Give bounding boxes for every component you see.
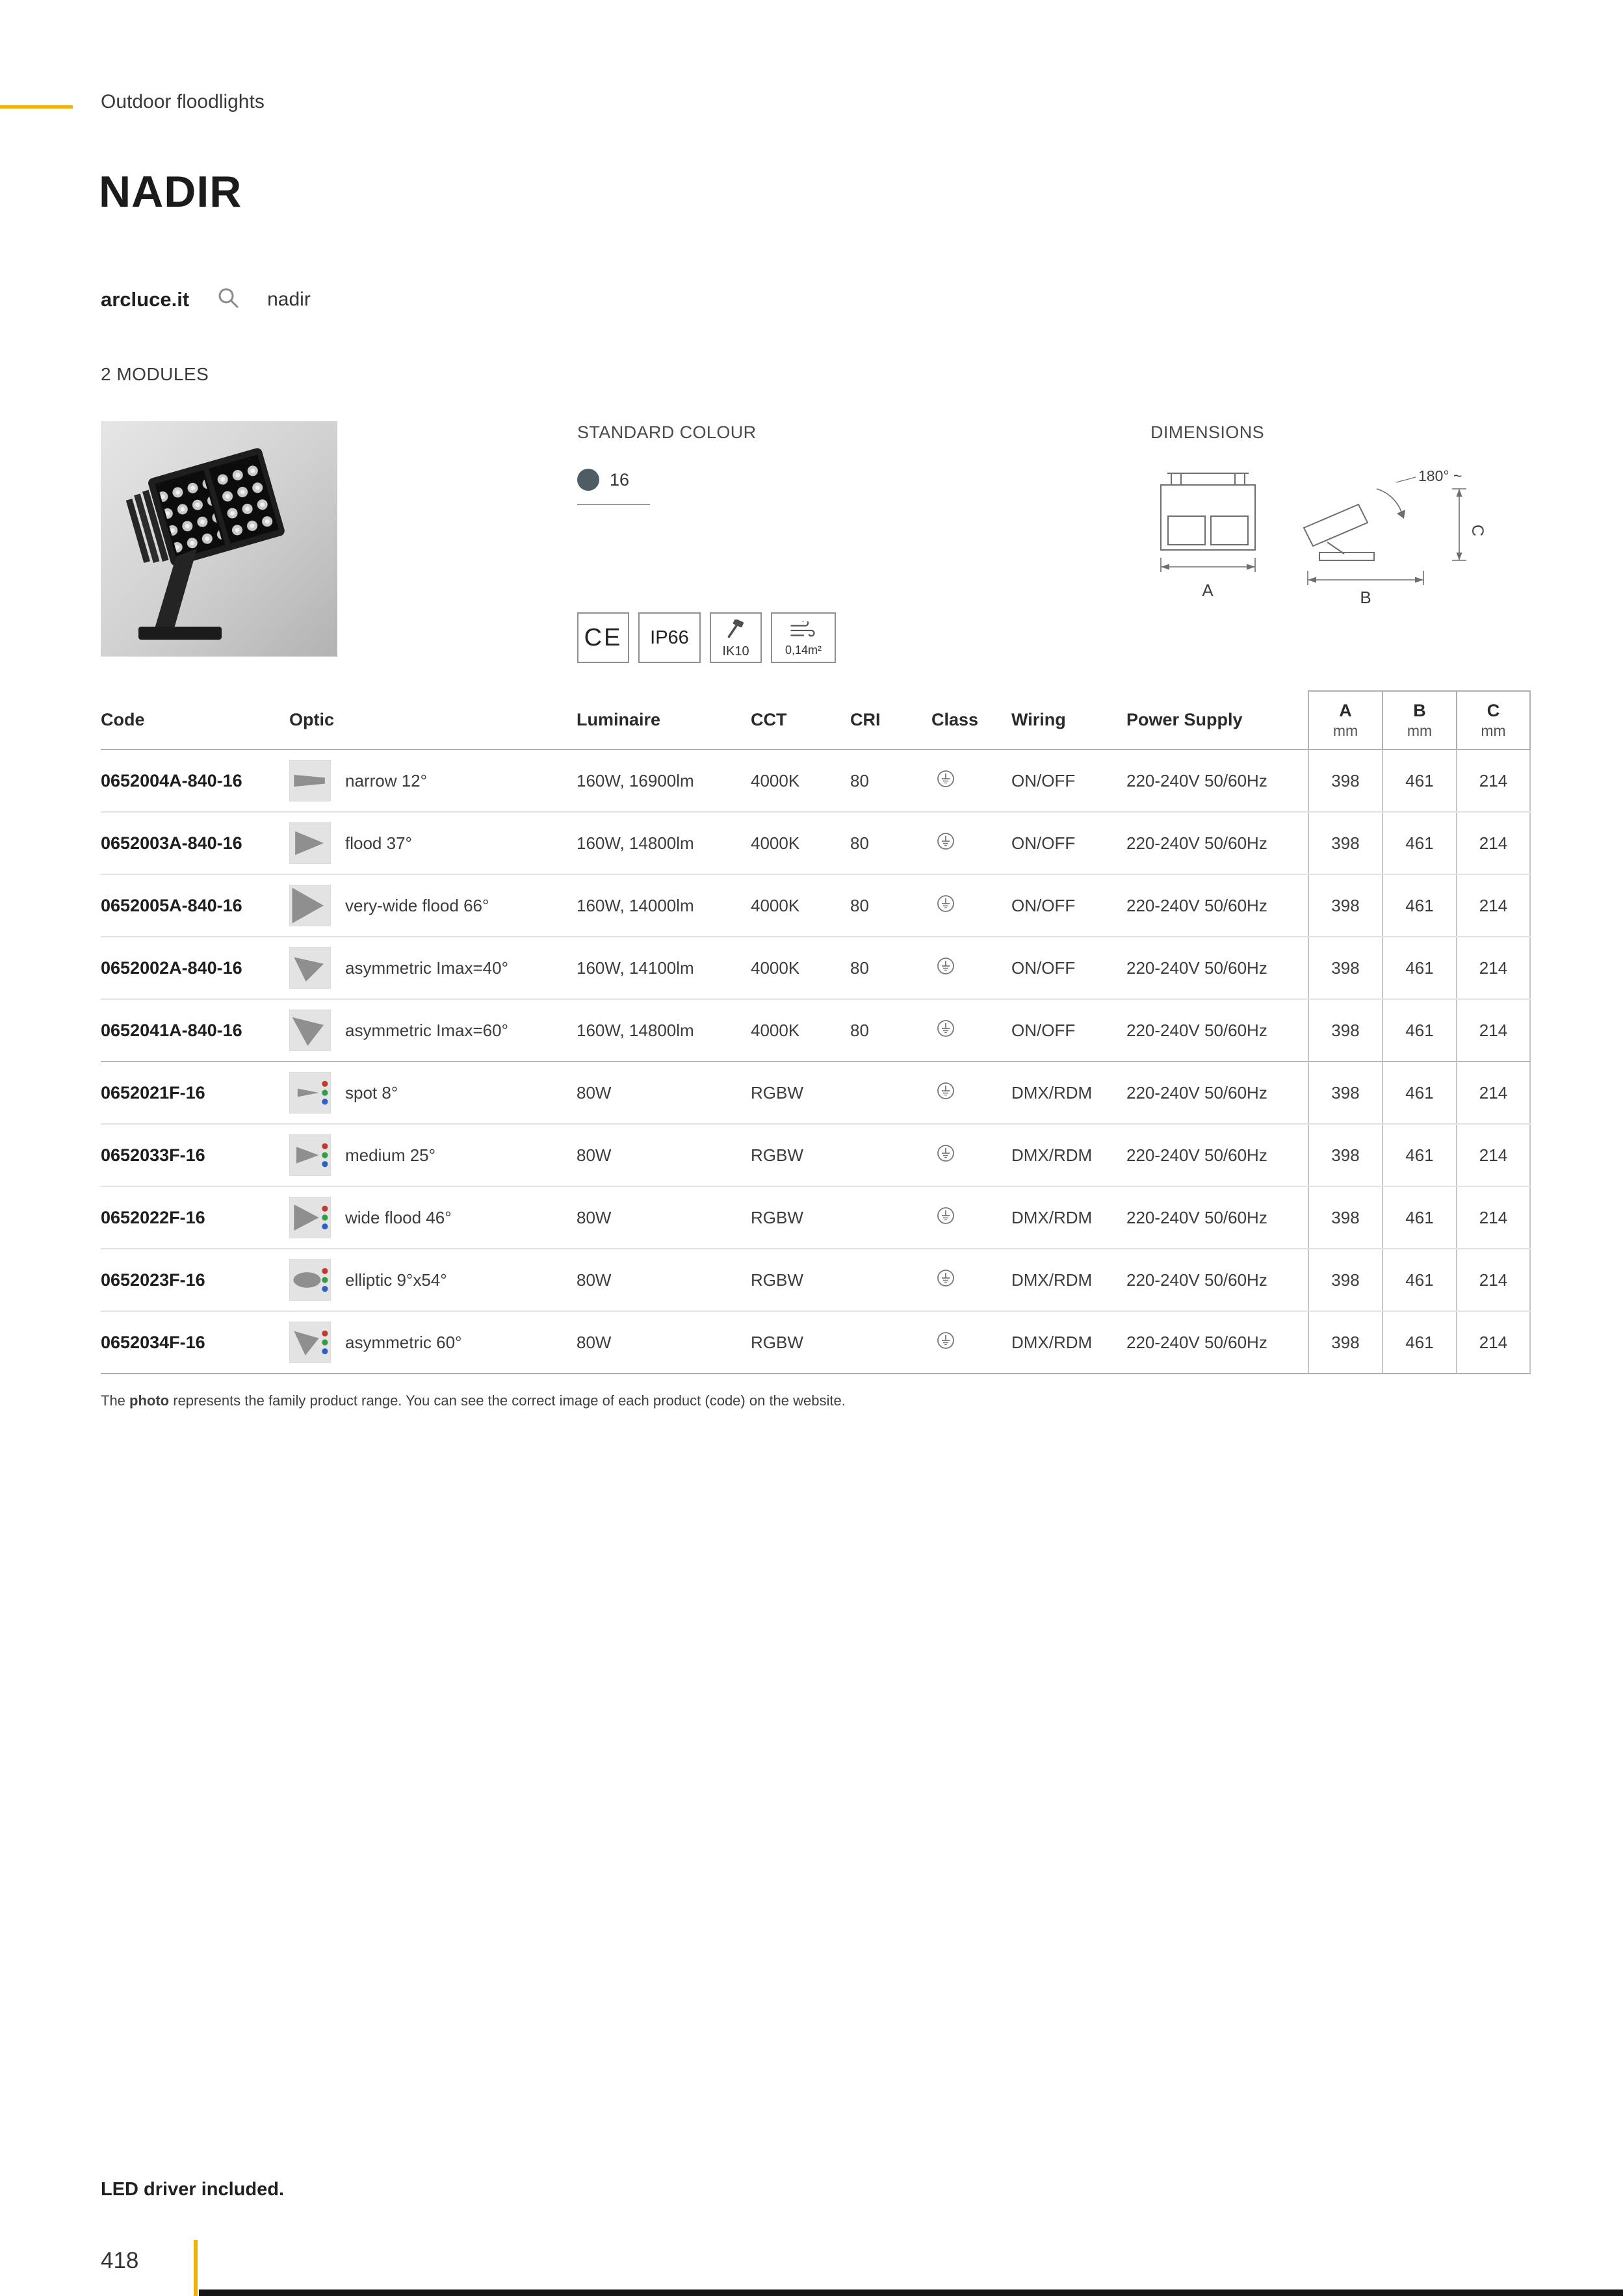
optic-cell	[289, 874, 577, 937]
luminaire-cell: 160W, 14100lm	[577, 937, 751, 999]
dim-c-label: C	[1468, 525, 1487, 537]
dim-c-cell: 214	[1457, 1124, 1530, 1186]
col-cct: CCT	[751, 691, 850, 750]
dim-c-cell: 214	[1457, 1249, 1530, 1311]
standard-colour-block	[577, 423, 757, 505]
dimensions-label: DIMENSIONS	[1150, 423, 1265, 442]
dim-c-cell: 214	[1457, 812, 1530, 874]
footnote: The photo represents the family product range. You can see the correct image of each product (code) on the website.	[101, 1392, 846, 1409]
dim-c-cell: 214	[1457, 1186, 1530, 1249]
page-title: NADIR	[99, 167, 242, 216]
led-driver-note: LED driver included.	[101, 2179, 284, 2200]
cct-cell: RGBW	[751, 1311, 850, 1374]
optic-cell	[289, 1311, 577, 1374]
cri-cell: 80	[850, 937, 931, 999]
cct-cell: RGBW	[751, 1062, 850, 1124]
optic-label: elliptic 9°x54°	[345, 1270, 447, 1290]
table-header-row	[101, 691, 1530, 750]
swatch-row	[577, 469, 650, 505]
wiring-cell: ON/OFF	[1011, 750, 1126, 812]
optic-beam-icon	[289, 1072, 331, 1114]
product-photo	[101, 421, 337, 657]
luminaire-cell: 80W	[577, 1186, 751, 1249]
dim-c-cell: 214	[1457, 1311, 1530, 1374]
class-icon	[937, 957, 955, 975]
hammer-icon	[723, 620, 748, 642]
optic-beam-icon	[289, 822, 331, 864]
optic-label: narrow 12°	[345, 770, 428, 790]
class-cell	[931, 812, 1011, 874]
product-table-wrap	[101, 690, 1531, 1409]
cri-cell: 80	[850, 874, 931, 937]
standard-colour-label: STANDARD COLOUR	[577, 423, 757, 442]
dim-a-cell: 398	[1308, 1311, 1383, 1374]
wiring-cell: DMX/RDM	[1011, 1249, 1126, 1311]
ip-rating-badge	[638, 612, 701, 663]
code-cell: 0652023F-16	[101, 1249, 289, 1311]
dim-a-cell: 398	[1308, 750, 1383, 812]
cct-cell: 4000K	[751, 999, 850, 1062]
cct-cell: RGBW	[751, 1249, 850, 1311]
optic-cell	[289, 1249, 577, 1311]
table-row	[101, 999, 1530, 1062]
luminaire-cell: 160W, 14800lm	[577, 812, 751, 874]
luminaire-cell: 80W	[577, 1311, 751, 1374]
search-icon	[216, 286, 240, 313]
front-view-drawing	[1148, 463, 1268, 622]
wiring-cell: DMX/RDM	[1011, 1186, 1126, 1249]
dim-a-cell: 398	[1308, 1186, 1383, 1249]
dim-a-cell: 398	[1308, 874, 1383, 937]
cri-cell	[850, 1186, 931, 1249]
dim-c-cell: 214	[1457, 999, 1530, 1062]
cct-cell: RGBW	[751, 1186, 850, 1249]
brand-row	[101, 286, 311, 313]
class-cell	[931, 1311, 1011, 1374]
table-row	[101, 1062, 1530, 1124]
wiring-cell: DMX/RDM	[1011, 1311, 1126, 1374]
colour-swatch	[577, 469, 599, 491]
code-cell: 0652041A-840-16	[101, 999, 289, 1062]
luminaire-cell: 80W	[577, 1124, 751, 1186]
cri-cell	[850, 1124, 931, 1186]
dim-b-cell: 461	[1383, 750, 1457, 812]
col-b: B mm	[1383, 691, 1457, 750]
optic-label: spot 8°	[345, 1082, 398, 1102]
dim-b-cell: 461	[1383, 1311, 1457, 1374]
class-cell	[931, 874, 1011, 937]
class-icon	[937, 1019, 955, 1037]
dim-a-label: A	[1202, 581, 1214, 600]
wiring-cell: ON/OFF	[1011, 812, 1126, 874]
section-modules: 2 MODULES	[101, 364, 209, 384]
power-cell: 220-240V 50/60Hz	[1126, 1311, 1308, 1374]
cct-cell: 4000K	[751, 750, 850, 812]
page-edge-bar	[199, 2289, 1623, 2296]
power-cell: 220-240V 50/60Hz	[1126, 999, 1308, 1062]
col-luminaire: Luminaire	[577, 691, 751, 750]
power-cell: 220-240V 50/60Hz	[1126, 812, 1308, 874]
optic-cell	[289, 1062, 577, 1124]
luminaire-cell: 80W	[577, 1062, 751, 1124]
class-icon	[937, 1331, 955, 1350]
dim-a-cell: 398	[1308, 1249, 1383, 1311]
brand-name: arcluce.it	[101, 287, 190, 311]
power-cell: 220-240V 50/60Hz	[1126, 750, 1308, 812]
power-cell: 220-240V 50/60Hz	[1126, 1124, 1308, 1186]
optic-beam-icon	[289, 947, 331, 989]
page-number: 418	[101, 2248, 139, 2273]
wiring-cell: ON/OFF	[1011, 937, 1126, 999]
class-cell	[931, 937, 1011, 999]
class-icon	[937, 832, 955, 850]
dim-b-cell: 461	[1383, 812, 1457, 874]
wiring-cell: DMX/RDM	[1011, 1124, 1126, 1186]
code-cell: 0652021F-16	[101, 1062, 289, 1124]
class-cell	[931, 750, 1011, 812]
cct-cell: 4000K	[751, 937, 850, 999]
footer-accent-line	[194, 2240, 198, 2296]
accent-rule	[0, 105, 73, 109]
optic-label: medium 25°	[345, 1145, 436, 1165]
ik-rating-badge	[710, 612, 762, 663]
cri-cell	[850, 1249, 931, 1311]
luminaire-cell: 160W, 14800lm	[577, 999, 751, 1062]
optic-label: very-wide flood 66°	[345, 895, 489, 915]
category-label: Outdoor floodlights	[101, 91, 265, 112]
table-body	[101, 750, 1530, 1374]
class-cell	[931, 999, 1011, 1062]
power-cell: 220-240V 50/60Hz	[1126, 1062, 1308, 1124]
dim-c-cell: 214	[1457, 1062, 1530, 1124]
table-row	[101, 1311, 1530, 1374]
col-class: Class	[931, 691, 1011, 750]
dim-a-cell: 398	[1308, 1124, 1383, 1186]
cri-cell	[850, 1311, 931, 1374]
dim-b-cell: 461	[1383, 1186, 1457, 1249]
optic-cell	[289, 812, 577, 874]
cri-cell: 80	[850, 999, 931, 1062]
col-wiring: Wiring	[1011, 691, 1126, 750]
optic-label: asymmetric Imax=40°	[345, 958, 508, 978]
product-table	[101, 690, 1531, 1374]
cri-cell	[850, 1062, 931, 1124]
table-row	[101, 750, 1530, 812]
certification-badges	[577, 612, 836, 663]
class-icon	[937, 770, 955, 788]
search-term: nadir	[267, 288, 311, 310]
optic-beam-icon	[289, 1010, 331, 1051]
dim-a-cell: 398	[1308, 1062, 1383, 1124]
dim-b-label: B	[1360, 588, 1371, 607]
col-c: C mm	[1457, 691, 1530, 750]
dim-c-cell: 214	[1457, 937, 1530, 999]
table-row	[101, 1124, 1530, 1186]
dim-b-cell: 461	[1383, 1124, 1457, 1186]
class-cell	[931, 1124, 1011, 1186]
side-view-drawing	[1282, 451, 1500, 610]
cct-cell: RGBW	[751, 1124, 850, 1186]
wiring-cell: ON/OFF	[1011, 999, 1126, 1062]
windage-label: 0,14m²	[785, 643, 822, 657]
cct-cell: 4000K	[751, 874, 850, 937]
code-cell: 0652034F-16	[101, 1311, 289, 1374]
dim-c-cell: 214	[1457, 874, 1530, 937]
code-cell: 0652003A-840-16	[101, 812, 289, 874]
dim-b-cell: 461	[1383, 1249, 1457, 1311]
code-cell: 0652004A-840-16	[101, 750, 289, 812]
dim-b-cell: 461	[1383, 874, 1457, 937]
power-cell: 220-240V 50/60Hz	[1126, 874, 1308, 937]
optic-label: asymmetric Imax=60°	[345, 1020, 508, 1040]
luminaire-cell: 160W, 16900lm	[577, 750, 751, 812]
colour-value: 16	[610, 469, 630, 489]
optic-label: wide flood 46°	[345, 1207, 452, 1227]
class-cell	[931, 1186, 1011, 1249]
optic-cell	[289, 1124, 577, 1186]
optic-label: asymmetric 60°	[345, 1332, 462, 1352]
airflow-icon	[789, 621, 818, 642]
optic-beam-icon	[289, 885, 331, 926]
windage-badge	[771, 612, 836, 663]
dim-a-cell: 398	[1308, 999, 1383, 1062]
optic-beam-icon	[289, 1259, 331, 1301]
code-cell: 0652005A-840-16	[101, 874, 289, 937]
code-cell: 0652002A-840-16	[101, 937, 289, 999]
optic-beam-icon	[289, 1134, 331, 1176]
table-row	[101, 812, 1530, 874]
code-cell: 0652033F-16	[101, 1124, 289, 1186]
class-cell	[931, 1249, 1011, 1311]
wiring-cell: DMX/RDM	[1011, 1062, 1126, 1124]
optic-beam-icon	[289, 1322, 331, 1363]
cri-cell: 80	[850, 812, 931, 874]
dim-c-cell: 214	[1457, 750, 1530, 812]
wiring-cell: ON/OFF	[1011, 874, 1126, 937]
optic-cell	[289, 750, 577, 812]
table-row	[101, 1186, 1530, 1249]
col-code: Code	[101, 691, 289, 750]
code-cell: 0652022F-16	[101, 1186, 289, 1249]
optic-cell	[289, 1186, 577, 1249]
luminaire-cell: 160W, 14000lm	[577, 874, 751, 937]
col-optic: Optic	[289, 691, 577, 750]
ip-label: IP66	[650, 627, 689, 648]
table-row	[101, 937, 1530, 999]
power-cell: 220-240V 50/60Hz	[1126, 1186, 1308, 1249]
power-cell: 220-240V 50/60Hz	[1126, 937, 1308, 999]
ce-label: CE	[584, 623, 623, 651]
table-row	[101, 874, 1530, 937]
class-icon	[937, 1269, 955, 1287]
col-power: Power Supply	[1126, 691, 1308, 750]
ce-mark	[577, 612, 629, 663]
optic-beam-icon	[289, 1197, 331, 1238]
dim-a-cell: 398	[1308, 812, 1383, 874]
dim-a-cell: 398	[1308, 937, 1383, 999]
class-icon	[937, 894, 955, 913]
class-icon	[937, 1144, 955, 1162]
ik-label: IK10	[722, 644, 749, 659]
optic-cell	[289, 999, 577, 1062]
optic-beam-icon	[289, 760, 331, 802]
dim-b-cell: 461	[1383, 937, 1457, 999]
optic-cell	[289, 937, 577, 999]
class-cell	[931, 1062, 1011, 1124]
table-row	[101, 1249, 1530, 1311]
power-cell: 220-240V 50/60Hz	[1126, 1249, 1308, 1311]
class-icon	[937, 1082, 955, 1100]
class-icon	[937, 1207, 955, 1225]
dim-b-cell: 461	[1383, 1062, 1457, 1124]
col-cri: CRI	[850, 691, 931, 750]
cri-cell: 80	[850, 750, 931, 812]
optic-label: flood 37°	[345, 833, 412, 853]
luminaire-cell: 80W	[577, 1249, 751, 1311]
col-a: A mm	[1308, 691, 1383, 750]
dim-b-cell: 461	[1383, 999, 1457, 1062]
cct-cell: 4000K	[751, 812, 850, 874]
dim-angle-label: 180° ~	[1418, 467, 1462, 484]
